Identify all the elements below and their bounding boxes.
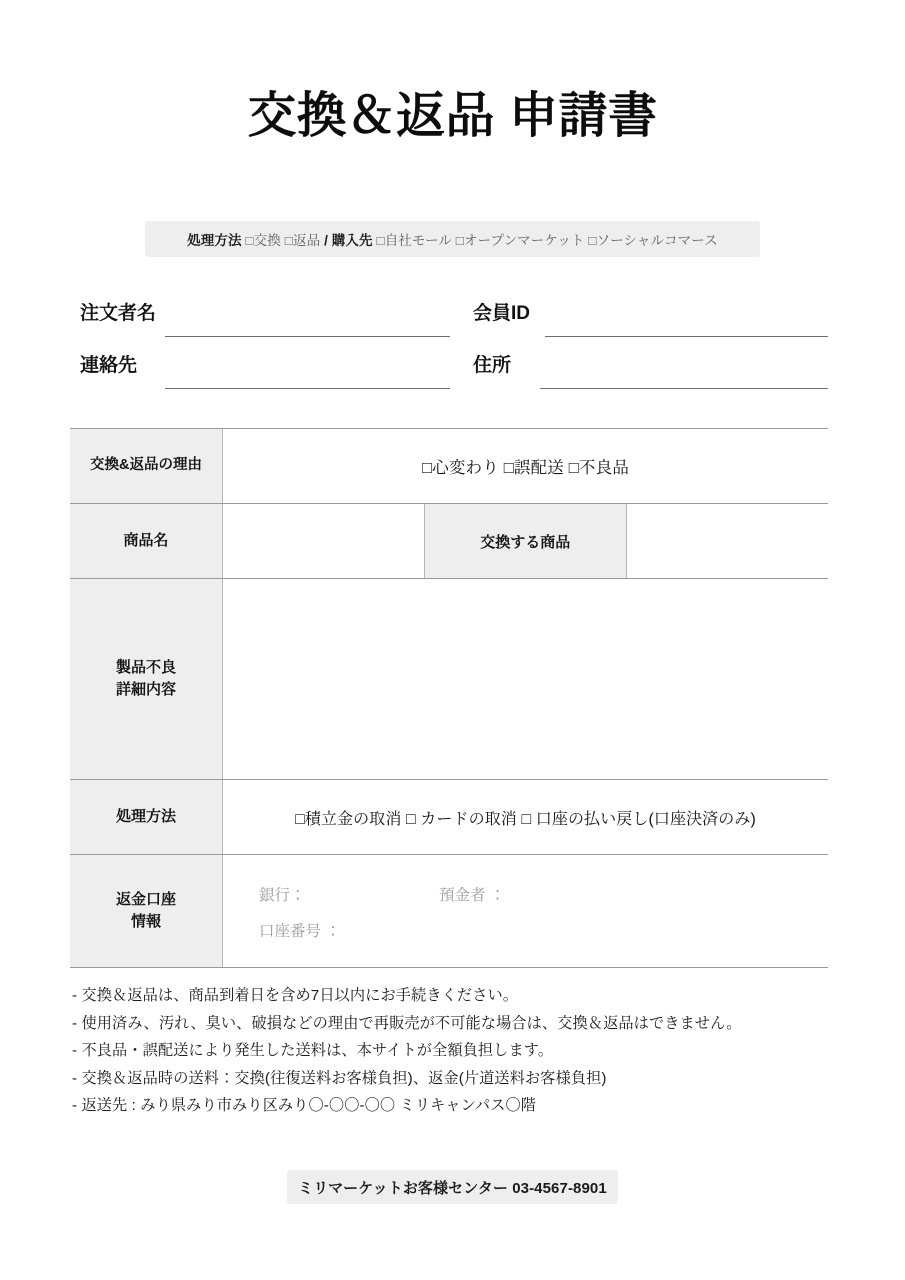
- orderer-name-label: 注文者名: [80, 303, 157, 324]
- processing-method-label: 処理方法: [187, 233, 242, 248]
- refund-account-fields: [241, 871, 828, 951]
- table-row-refund-account: [70, 855, 828, 968]
- field-address[interactable]: [473, 351, 828, 381]
- refund-account-value-cell[interactable]: [223, 855, 829, 968]
- defect-label-line-1: 製品不良: [115, 659, 176, 677]
- table-row-processing-method: [70, 780, 828, 855]
- product-name-label-cell: 商品名: [70, 504, 223, 579]
- address-label: 住所: [473, 355, 512, 376]
- orderer-name-input-rule[interactable]: [165, 336, 450, 337]
- field-contact[interactable]: [80, 351, 450, 381]
- note-item: - 交換＆返品は、商品到着日を含め7日以内にお手続きください。: [72, 987, 519, 1004]
- account-holder-placeholder[interactable]: 預金者 ：: [439, 887, 506, 904]
- table-row-product-name: [70, 504, 828, 579]
- contact-label: 連絡先: [80, 355, 138, 376]
- field-member-id[interactable]: [473, 299, 828, 329]
- note-item: - 使用済み、汚れ、臭い、破損などの理由で再販売が不可能な場合は、交換＆返品はできません。: [72, 1014, 742, 1032]
- table-row-reason: [70, 429, 828, 504]
- member-id-input-rule[interactable]: [545, 336, 828, 337]
- refund-account-row-bottom: [259, 919, 828, 941]
- customer-center-text: ミリマーケットお客様センター 03-4567-8901: [298, 1179, 607, 1197]
- defect-label-line-2: 詳細内容: [115, 681, 176, 698]
- reason-value-cell[interactable]: [223, 429, 829, 504]
- processing-method-checkbox-options[interactable]: □積立金の取消 □ カードの取消 □ 口座の払い戻し(口座決済のみ): [295, 810, 756, 828]
- page-title: 交換＆返品 申請書: [247, 89, 658, 143]
- table-row-defect-details: [70, 579, 828, 780]
- refund-account-label-cell: [70, 855, 223, 968]
- processing-options-text: [187, 229, 718, 249]
- defect-details-value-cell[interactable]: [223, 579, 829, 780]
- note-item: - 不良品・誤配送により発生した送料は、本サイトが全額負担します。: [72, 1042, 554, 1059]
- refund-account-row-top: [259, 883, 828, 905]
- refund-account-label-line-1: 返金口座: [115, 891, 176, 909]
- processing-method-label-cell: 処理方法: [70, 780, 223, 855]
- bank-name-placeholder[interactable]: 銀行：: [259, 887, 306, 904]
- note-item: - 交換＆返品時の送料：交換(往復送料お客様負担)、返金(片道送料お客様負担): [72, 1069, 607, 1087]
- contact-input-rule[interactable]: [165, 388, 450, 389]
- processing-method-checkboxes[interactable]: □交換 □返品: [245, 233, 321, 248]
- customer-center-badge: [287, 1170, 618, 1204]
- reason-checkbox-options[interactable]: □心変わり □誤配送 □不良品: [421, 459, 630, 477]
- defect-details-label-cell: [70, 579, 223, 780]
- product-name-value-cell[interactable]: [223, 504, 425, 579]
- notes-list: [72, 982, 862, 1120]
- field-orderer-name[interactable]: [80, 299, 450, 329]
- band-separator-slash: /: [324, 233, 328, 248]
- address-input-rule[interactable]: [540, 388, 828, 389]
- reason-label-cell: 交換&返品の理由: [70, 429, 223, 504]
- processing-method-value-cell[interactable]: [223, 780, 829, 855]
- processing-options-band: [145, 221, 760, 257]
- refund-account-label-line-2: 情報: [130, 913, 161, 930]
- member-id-label: 会員ID: [473, 303, 531, 324]
- exchange-product-value-cell[interactable]: [626, 504, 828, 579]
- account-number-placeholder[interactable]: 口座番号 ：: [259, 923, 341, 940]
- purchase-source-label: 購入先: [331, 233, 373, 248]
- purchase-source-checkboxes[interactable]: □自社モール □オープンマーケット □ソーシャルコマース: [376, 233, 718, 248]
- note-item: - 返送先 : みり県みり市みり区みり〇-〇〇-〇〇 ミリキャンパス〇階: [72, 1097, 537, 1114]
- exchange-product-label-cell: 交換する商品: [424, 504, 626, 579]
- request-details-table: [70, 428, 828, 968]
